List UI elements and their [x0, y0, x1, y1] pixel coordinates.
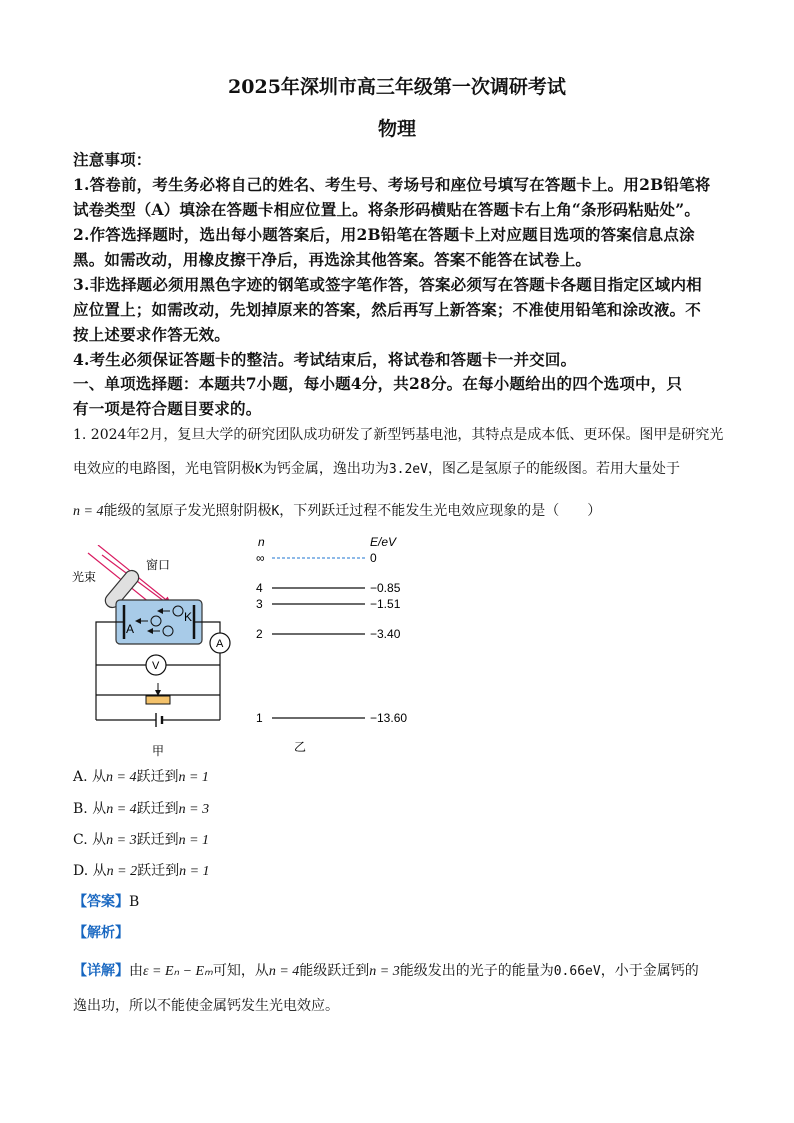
voltmeter-label: V	[152, 660, 160, 672]
notes-heading: 注意事项：	[73, 150, 152, 169]
option-d[interactable]	[73, 860, 210, 880]
level-number: 4	[256, 581, 263, 595]
level-energy: −0.85	[370, 581, 401, 595]
option-level: n = 2	[106, 864, 138, 879]
n-axis-label: n	[258, 535, 265, 549]
detail-text: 能级跃迁到	[299, 963, 370, 979]
level-symbol: n = 4	[73, 504, 104, 519]
option-level: n = 3	[178, 802, 210, 817]
level-energy: −3.40	[370, 627, 401, 641]
option-text: 从	[92, 863, 107, 879]
photon-energy: 0.66eV	[553, 964, 601, 979]
energy-formula: ε = Eₙ − Eₘ	[143, 964, 213, 979]
level-number: 3	[256, 597, 263, 611]
cathode-label: K	[184, 610, 193, 624]
option-text: 跃迁到	[136, 801, 179, 817]
detail-line1	[73, 960, 699, 980]
notes-line: 按上述要求作答无效。	[73, 325, 231, 344]
notes-line: 4.考生必须保证答题卡的整洁。考试结束后，将试卷和答题卡一并交回。	[73, 350, 577, 369]
option-c[interactable]	[73, 829, 209, 849]
notes-line: 黑。如需改动，用橡皮擦干净后，再选涂其他答案。答案不能答在试卷上。	[73, 250, 592, 269]
option-text: 跃迁到	[136, 769, 179, 785]
option-level: n = 4	[106, 802, 137, 817]
figure-jia-caption: 甲	[152, 744, 165, 758]
anode-label: A	[126, 622, 135, 636]
exam-title: 2025年深圳市高三年级第一次调研考试	[228, 76, 566, 98]
detail-text: 由	[129, 963, 143, 979]
option-level: n = 3	[106, 833, 137, 848]
analysis-tag: 【解析】	[73, 925, 129, 941]
option-text: 从	[92, 832, 107, 848]
subject-title: 物理	[377, 118, 416, 140]
detail-level: n = 3	[369, 964, 400, 979]
level-number: 1	[256, 711, 263, 725]
option-level: n = 4	[106, 770, 137, 785]
option-letter: B.	[73, 801, 88, 817]
window-label: 窗口	[146, 558, 171, 572]
answer-tag: 【答案】	[73, 894, 129, 910]
detail-tag: 【详解】	[73, 963, 129, 979]
rheostat	[146, 696, 170, 704]
section-heading-cont: 有一项是符合题目要求的。	[73, 399, 262, 418]
option-level: n = 1	[179, 864, 210, 879]
energy-axis-label: E/eV	[370, 535, 397, 549]
analysis-line	[73, 922, 129, 942]
detail-level: n = 4	[268, 964, 300, 979]
detail-text: 可知，从	[212, 963, 269, 979]
level-energy: 0	[370, 551, 377, 565]
option-letter: D.	[73, 863, 89, 879]
option-level: n = 1	[178, 833, 210, 848]
work-function: 3.2eV	[388, 462, 428, 477]
q1-text: 电效应的电路图，光电管阴极	[73, 461, 255, 477]
q1-line3	[73, 500, 601, 520]
notes-line: 3.非选择题必须用黑色字迹的钢笔或签字笔作答，答案必须写在答题卡各题目指定区域内相	[73, 275, 702, 294]
level-number: 2	[256, 627, 263, 641]
notes-line: 应位置上；如需改动，先划掉原来的答案，然后再写上新答案；不准使用铅笔和涂改液。不	[73, 300, 702, 319]
option-level: n = 1	[178, 770, 209, 785]
option-text: 从	[92, 769, 107, 785]
q1-text: ，图乙是氢原子的能级图。若用大量处于	[427, 461, 680, 477]
cathode-symbol: K	[271, 504, 280, 519]
figure-jia-circuit	[60, 545, 250, 765]
option-b[interactable]	[73, 798, 209, 818]
level-number: ∞	[256, 551, 265, 565]
q1-text: 为钙金属，逸出功为	[262, 461, 389, 477]
cathode-symbol: K	[255, 462, 263, 477]
figure-yi-caption: 乙	[294, 740, 307, 754]
q1-line1: 1. 2024年2月，复旦大学的研究团队成功研发了新型钙基电池，其特点是成本低、更环保。图甲是研究光	[73, 427, 724, 443]
option-text: 从	[92, 801, 107, 817]
q1-line2	[73, 458, 680, 478]
detail-text: 能级发出的光子的能量为	[399, 963, 554, 979]
notes-line: 1.答卷前，考生务必将自己的姓名、考生号、考场号和座位号填写在答题卡上。用2B铅笔将	[73, 175, 711, 194]
detail-text: ，小于金属钙的	[600, 963, 699, 979]
notes-line: 试卷类型（A）填涂在答题卡相应位置上。将条形码横贴在答题卡右上角“条形码粘贴处”。	[73, 200, 701, 219]
section-heading: 一、单项选择题：本题共7小题，每小题4分，共28分。在每小题给出的四个选项中，只	[73, 374, 683, 393]
option-text: 跃迁到	[136, 832, 179, 848]
figure-yi-energy-levels	[250, 530, 430, 755]
option-a[interactable]	[73, 766, 209, 786]
beam-label: 光束	[72, 570, 97, 584]
notes-line: 2.作答选择题时，选出每小题答案后，用2B铅笔在答题卡上对应题目选项的答案信息点涂	[73, 225, 695, 244]
option-letter: C.	[73, 832, 88, 848]
answer-line	[73, 891, 139, 911]
q1-text: ，下列跃迁过程不能发生光电效应现象的是（ ）	[279, 503, 602, 519]
detail-line2: 逸出功，所以不能使金属钙发生光电效应。	[73, 998, 339, 1014]
level-energy: −13.60	[370, 711, 408, 725]
ammeter-label: A	[216, 638, 224, 650]
option-letter: A.	[73, 769, 88, 785]
level-energy: −1.51	[370, 597, 401, 611]
answer-value: B	[129, 894, 140, 910]
q1-text: 能级的氢原子发光照射阴极	[103, 503, 272, 519]
option-text: 跃迁到	[137, 863, 180, 879]
